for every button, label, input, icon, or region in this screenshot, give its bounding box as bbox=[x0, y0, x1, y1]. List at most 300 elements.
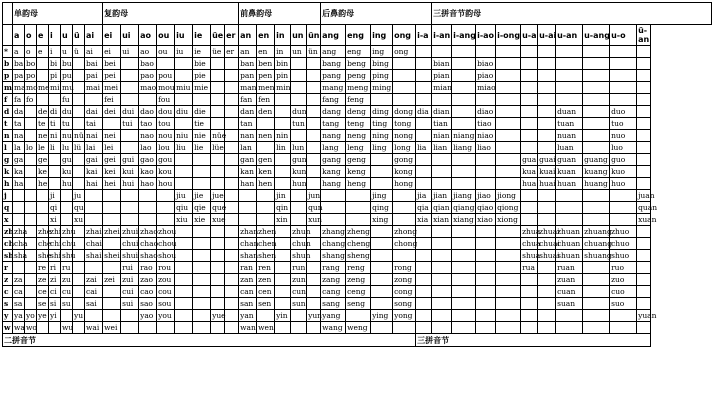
syllable-cell bbox=[476, 286, 496, 298]
syllable-cell: meng bbox=[346, 82, 371, 94]
syllable-cell bbox=[476, 238, 496, 250]
syllable-cell: qu bbox=[74, 203, 84, 212]
syllable-cell bbox=[193, 238, 211, 250]
syllable-cell: can bbox=[239, 286, 257, 298]
syllable-cell bbox=[307, 82, 321, 94]
syllable-cell: kai bbox=[85, 166, 103, 178]
syllable-cell: lia bbox=[416, 142, 432, 154]
syllable-cell bbox=[157, 322, 175, 334]
syllable-cell bbox=[211, 94, 225, 106]
syllable-cell bbox=[432, 262, 452, 274]
syllable-cell bbox=[371, 166, 393, 178]
syllable-cell: zui bbox=[121, 274, 139, 286]
syllable-cell: hou bbox=[157, 178, 175, 190]
syllable-cell: san bbox=[239, 298, 257, 310]
syllable-cell: song bbox=[393, 298, 416, 310]
syllable-cell bbox=[225, 202, 239, 214]
syllable-cell bbox=[139, 94, 157, 106]
syllable-cell: chua bbox=[522, 239, 541, 248]
syllable-cell bbox=[583, 322, 610, 334]
syllable-cell: bang bbox=[321, 58, 346, 70]
syllable-cell bbox=[452, 250, 476, 262]
syllable-cell bbox=[556, 46, 583, 58]
syllable-cell bbox=[25, 298, 37, 310]
syllable-cell: dang bbox=[321, 106, 346, 118]
syllable-cell bbox=[73, 70, 85, 82]
syllable-cell bbox=[432, 94, 452, 106]
initial-label: t bbox=[3, 118, 13, 130]
syllable-cell: fen bbox=[257, 94, 275, 106]
syllable-cell bbox=[610, 58, 637, 70]
syllable-cell bbox=[583, 298, 610, 310]
syllable-cell bbox=[583, 70, 610, 82]
syllable-cell: feng bbox=[346, 94, 371, 106]
syllable-cell: ru bbox=[61, 262, 73, 274]
syllable-cell bbox=[521, 142, 538, 154]
syllable-cell: tong bbox=[393, 118, 416, 130]
initial-row bbox=[3, 226, 712, 238]
syllable-cell bbox=[211, 70, 225, 82]
syllable-cell: you bbox=[157, 310, 175, 322]
syllable-cell: chuan bbox=[556, 238, 583, 250]
final-header: ing bbox=[371, 25, 393, 46]
syllable-cell bbox=[175, 262, 193, 274]
syllable-cell bbox=[103, 262, 121, 274]
syllable-cell bbox=[275, 298, 291, 310]
syllable-cell bbox=[452, 298, 476, 310]
syllable-cell: lian bbox=[432, 142, 452, 154]
pinyin-table bbox=[2, 2, 712, 347]
syllable-cell: heng bbox=[346, 178, 371, 190]
final-header: e bbox=[37, 25, 49, 46]
syllable-cell bbox=[637, 274, 651, 286]
syllable-cell: iu bbox=[175, 46, 193, 58]
syllable-cell: yu bbox=[74, 311, 84, 320]
syllable-cell bbox=[275, 238, 291, 250]
syllable-cell: yo bbox=[26, 311, 35, 320]
syllable-cell bbox=[538, 322, 556, 334]
syllable-cell bbox=[225, 190, 239, 202]
syllable-cell: gun bbox=[292, 155, 307, 164]
syllable-cell: chang bbox=[322, 239, 346, 248]
syllable-cell bbox=[291, 82, 307, 94]
syllable-cell: ing bbox=[371, 46, 393, 58]
syllable-cell: chu bbox=[62, 239, 76, 248]
syllable-cell bbox=[496, 238, 521, 250]
syllable-cell bbox=[496, 94, 521, 106]
initial-label: * bbox=[3, 46, 13, 58]
syllable-cell bbox=[61, 310, 73, 322]
syllable-cell bbox=[371, 298, 393, 310]
syllable-cell bbox=[73, 118, 85, 130]
syllable-cell bbox=[211, 238, 225, 250]
syllable-cell: wang bbox=[321, 322, 346, 334]
syllable-cell bbox=[476, 298, 496, 310]
syllable-cell: bao bbox=[139, 58, 157, 70]
syllable-cell bbox=[538, 202, 556, 214]
syllable-cell bbox=[521, 106, 538, 118]
syllable-cell bbox=[211, 178, 225, 190]
final-header: ie bbox=[193, 25, 211, 46]
syllable-cell bbox=[556, 310, 583, 322]
syllable-cell bbox=[393, 214, 416, 226]
initial-label: x bbox=[3, 214, 13, 226]
syllable-cell: qi bbox=[49, 202, 61, 214]
syllable-cell bbox=[307, 274, 321, 286]
initial-label: j bbox=[3, 190, 13, 202]
syllable-cell bbox=[496, 142, 521, 154]
syllable-cell: tui bbox=[121, 118, 139, 130]
syllable-cell: ge bbox=[38, 155, 48, 164]
syllable-cell bbox=[476, 274, 496, 286]
syllable-cell bbox=[25, 166, 37, 178]
syllable-cell bbox=[521, 286, 538, 298]
syllable-cell: tou bbox=[157, 118, 175, 130]
final-header: an bbox=[239, 25, 257, 46]
syllable-cell bbox=[103, 118, 121, 130]
syllable-cell: cong bbox=[393, 286, 416, 298]
syllable-cell bbox=[416, 82, 432, 94]
syllable-cell: tang bbox=[321, 118, 346, 130]
syllable-cell bbox=[225, 178, 239, 190]
syllable-cell bbox=[85, 202, 103, 214]
syllable-cell: xun bbox=[308, 215, 322, 224]
syllable-cell bbox=[610, 322, 637, 334]
syllable-cell bbox=[538, 310, 556, 322]
final-header: in bbox=[275, 25, 291, 46]
syllable-cell: duo bbox=[610, 106, 637, 118]
syllable-cell bbox=[496, 166, 521, 178]
syllable-cell bbox=[307, 58, 321, 70]
syllable-cell bbox=[610, 190, 637, 202]
syllable-cell: jue bbox=[212, 191, 224, 200]
syllable-cell: ping bbox=[371, 70, 393, 82]
initial-row bbox=[3, 322, 712, 334]
syllable-cell: chuai bbox=[539, 239, 560, 248]
syllable-cell bbox=[432, 298, 452, 310]
syllable-cell bbox=[521, 298, 538, 310]
syllable-cell: tuo bbox=[610, 118, 637, 130]
syllable-cell: ning bbox=[371, 130, 393, 142]
syllable-cell: kang bbox=[321, 166, 346, 178]
syllable-cell: die bbox=[193, 106, 211, 118]
syllable-cell bbox=[25, 118, 37, 130]
syllable-cell bbox=[211, 274, 225, 286]
syllable-cell bbox=[225, 274, 239, 286]
syllable-cell bbox=[37, 190, 49, 202]
syllable-cell: zhao bbox=[140, 227, 158, 236]
syllable-cell bbox=[371, 238, 393, 250]
syllable-cell bbox=[157, 58, 175, 70]
final-header: er bbox=[225, 25, 239, 46]
syllable-cell bbox=[25, 190, 37, 202]
syllable-cell bbox=[157, 214, 175, 226]
syllable-cell bbox=[496, 58, 521, 70]
final-header: o bbox=[25, 25, 37, 46]
syllable-cell bbox=[175, 274, 193, 286]
syllable-cell bbox=[496, 310, 521, 322]
syllable-cell: gan bbox=[239, 154, 257, 166]
syllable-cell bbox=[496, 286, 521, 298]
syllable-cell: hui bbox=[121, 178, 139, 190]
syllable-cell: wen bbox=[258, 323, 274, 332]
syllable-cell: gong bbox=[393, 154, 416, 166]
syllable-cell bbox=[321, 190, 346, 202]
syllable-cell bbox=[538, 286, 556, 298]
syllable-cell: ci bbox=[49, 286, 61, 298]
syllable-cell bbox=[416, 274, 432, 286]
initial-label: c bbox=[3, 286, 13, 298]
syllable-cell: shuo bbox=[610, 250, 637, 262]
initial-row bbox=[3, 94, 712, 106]
syllable-cell bbox=[121, 142, 139, 154]
syllable-cell bbox=[307, 322, 321, 334]
syllable-cell: bi bbox=[49, 58, 61, 70]
syllable-cell: wo bbox=[26, 323, 37, 332]
syllable-cell: tun bbox=[292, 119, 305, 128]
syllable-cell: zang bbox=[321, 274, 346, 286]
syllable-cell: fei bbox=[103, 94, 121, 106]
syllable-cell bbox=[416, 70, 432, 82]
syllable-cell: sen bbox=[257, 298, 275, 310]
syllable-cell: jing bbox=[371, 190, 393, 202]
syllable-cell: shen bbox=[258, 251, 277, 260]
syllable-cell bbox=[291, 94, 307, 106]
syllable-cell: po bbox=[26, 71, 36, 80]
syllable-cell bbox=[637, 82, 651, 94]
syllable-cell bbox=[193, 298, 211, 310]
syllable-cell bbox=[291, 202, 307, 214]
syllable-cell: dui bbox=[121, 106, 139, 118]
syllable-cell bbox=[637, 322, 651, 334]
final-header: ao bbox=[139, 25, 157, 46]
syllable-cell: cang bbox=[321, 286, 346, 298]
syllable-cell: ka bbox=[14, 167, 24, 176]
syllable-cell: mang bbox=[321, 82, 346, 94]
syllable-cell bbox=[583, 274, 610, 286]
syllable-cell: hei bbox=[103, 178, 121, 190]
syllable-cell: i bbox=[49, 46, 61, 58]
syllable-cell: fu bbox=[61, 94, 73, 106]
syllable-cell bbox=[371, 250, 393, 262]
syllable-cell: huo bbox=[610, 178, 637, 190]
syllable-cell bbox=[193, 250, 211, 262]
syllable-cell bbox=[291, 310, 307, 322]
syllable-cell: an bbox=[239, 46, 257, 58]
syllable-cell: hong bbox=[393, 178, 416, 190]
syllable-cell bbox=[538, 262, 556, 274]
syllable-cell bbox=[371, 154, 393, 166]
syllable-cell bbox=[211, 58, 225, 70]
syllable-cell bbox=[610, 46, 637, 58]
syllable-cell: a bbox=[13, 46, 25, 58]
syllable-cell bbox=[211, 298, 225, 310]
syllable-cell: ao bbox=[139, 46, 157, 58]
syllable-cell bbox=[61, 202, 73, 214]
syllable-cell: rua bbox=[521, 262, 538, 274]
syllable-cell bbox=[225, 142, 239, 154]
syllable-cell: ca bbox=[14, 287, 23, 296]
syllable-cell bbox=[371, 262, 393, 274]
initial-row bbox=[3, 70, 712, 82]
syllable-cell: suo bbox=[610, 298, 637, 310]
syllable-cell: mian bbox=[433, 83, 452, 92]
syllable-cell: tu bbox=[61, 118, 73, 130]
syllable-cell bbox=[275, 106, 291, 118]
syllable-cell bbox=[538, 130, 556, 142]
syllable-cell: yao bbox=[139, 310, 157, 322]
syllable-cell: dai bbox=[85, 106, 103, 118]
initial-label: m bbox=[4, 83, 12, 92]
syllable-cell bbox=[25, 202, 37, 214]
syllable-cell bbox=[85, 94, 103, 106]
syllable-cell: bu bbox=[62, 59, 72, 68]
syllable-cell bbox=[175, 178, 193, 190]
syllable-cell bbox=[225, 94, 239, 106]
syllable-cell bbox=[416, 46, 432, 58]
syllable-cell bbox=[556, 94, 583, 106]
syllable-cell: cun bbox=[292, 287, 306, 296]
syllable-cell bbox=[85, 310, 103, 322]
syllable-cell bbox=[496, 130, 521, 142]
initial-row bbox=[3, 262, 712, 274]
syllable-cell: gui bbox=[121, 154, 139, 166]
syllable-cell bbox=[452, 274, 476, 286]
syllable-cell bbox=[257, 214, 275, 226]
syllable-cell: nie bbox=[193, 130, 211, 142]
syllable-cell bbox=[538, 142, 556, 154]
syllable-cell bbox=[121, 214, 139, 226]
syllable-cell: za bbox=[13, 274, 25, 286]
syllable-cell: gang bbox=[321, 154, 346, 166]
syllable-cell: yi bbox=[49, 310, 61, 322]
syllable-cell: zhuan bbox=[556, 226, 583, 238]
initial-label: f bbox=[3, 94, 13, 106]
syllable-cell: lie bbox=[193, 142, 211, 154]
syllable-cell: dong bbox=[393, 106, 416, 118]
syllable-cell bbox=[637, 262, 651, 274]
syllable-cell: ku bbox=[62, 167, 72, 176]
syllable-cell bbox=[211, 166, 225, 178]
syllable-cell: cao bbox=[139, 286, 157, 298]
syllable-cell: ta bbox=[13, 118, 25, 130]
syllable-cell: shua bbox=[522, 251, 541, 260]
syllable-cell bbox=[85, 190, 103, 202]
syllable-cell: ruan bbox=[556, 262, 583, 274]
syllable-cell bbox=[25, 130, 37, 142]
syllable-cell: le bbox=[37, 142, 49, 154]
syllable-cell: cuan bbox=[556, 286, 583, 298]
syllable-cell: zhui bbox=[122, 227, 139, 236]
syllable-cell bbox=[610, 310, 637, 322]
syllable-cell bbox=[25, 274, 37, 286]
initial-row bbox=[3, 130, 712, 142]
syllable-cell: zong bbox=[393, 274, 416, 286]
syllable-cell: pin bbox=[275, 70, 291, 82]
syllable-cell bbox=[496, 226, 521, 238]
syllable-cell: lai bbox=[85, 142, 103, 154]
syllable-cell bbox=[175, 250, 193, 262]
syllable-cell: ba bbox=[14, 59, 24, 68]
syllable-cell bbox=[476, 322, 496, 334]
syllable-cell bbox=[521, 82, 538, 94]
syllable-cell: yin bbox=[275, 310, 291, 322]
initial-row bbox=[3, 178, 712, 190]
syllable-cell: o bbox=[25, 46, 37, 58]
syllable-cell: man bbox=[240, 83, 257, 92]
syllable-cell bbox=[496, 262, 521, 274]
syllable-cell bbox=[432, 178, 452, 190]
syllable-cell: cou bbox=[157, 286, 175, 298]
syllable-cell bbox=[175, 322, 193, 334]
syllable-cell bbox=[291, 70, 307, 82]
syllable-cell bbox=[496, 322, 521, 334]
syllable-cell bbox=[193, 286, 211, 298]
syllable-cell: xi bbox=[49, 214, 61, 226]
syllable-cell bbox=[416, 250, 432, 262]
syllable-cell bbox=[239, 214, 257, 226]
syllable-cell: lun bbox=[291, 142, 307, 154]
syllable-cell: ün bbox=[307, 46, 321, 58]
syllable-cell: keng bbox=[346, 166, 371, 178]
syllable-cell bbox=[610, 214, 637, 226]
final-header: ou bbox=[157, 25, 175, 46]
syllable-cell: qiang bbox=[453, 203, 475, 212]
syllable-cell bbox=[13, 190, 25, 202]
syllable-cell: pou bbox=[157, 70, 175, 82]
initial-label: sh bbox=[4, 251, 14, 260]
syllable-cell: tuan bbox=[556, 118, 583, 130]
syllable-cell: zai bbox=[85, 274, 103, 286]
syllable-cell bbox=[583, 190, 610, 202]
syllable-cell: bei bbox=[103, 58, 121, 70]
syllable-cell bbox=[175, 154, 193, 166]
syllable-cell bbox=[452, 238, 476, 250]
syllable-cell bbox=[476, 46, 496, 58]
syllable-cell: chen bbox=[258, 239, 277, 248]
syllable-cell bbox=[452, 154, 476, 166]
syllable-cell bbox=[257, 190, 275, 202]
syllable-cell bbox=[556, 322, 583, 334]
syllable-cell: ang bbox=[321, 46, 346, 58]
syllable-cell: deng bbox=[346, 106, 371, 118]
syllable-cell: xie bbox=[193, 214, 211, 226]
final-header: u-a bbox=[521, 25, 538, 46]
syllable-cell: hua bbox=[522, 179, 537, 188]
syllable-cell: guang bbox=[584, 155, 608, 164]
syllable-cell bbox=[225, 118, 239, 130]
syllable-cell: kuai bbox=[539, 167, 556, 176]
syllable-cell: qia bbox=[416, 202, 432, 214]
initial-label: s bbox=[3, 298, 13, 310]
syllable-cell bbox=[25, 178, 37, 190]
syllable-cell bbox=[225, 166, 239, 178]
syllable-cell: shuang bbox=[584, 251, 612, 260]
syllable-cell bbox=[211, 262, 225, 274]
syllable-cell: ie bbox=[193, 46, 211, 58]
syllable-cell bbox=[496, 70, 521, 82]
syllable-cell: shuan bbox=[556, 250, 583, 262]
syllable-cell bbox=[225, 310, 239, 322]
syllable-cell: ha bbox=[14, 179, 24, 188]
syllable-cell bbox=[225, 214, 239, 226]
syllable-cell bbox=[291, 130, 307, 142]
syllable-cell bbox=[121, 82, 139, 94]
syllable-cell bbox=[556, 214, 583, 226]
syllable-cell: jiu bbox=[175, 190, 193, 202]
syllable-cell: dun bbox=[292, 107, 307, 116]
final-header: ai bbox=[85, 25, 103, 46]
